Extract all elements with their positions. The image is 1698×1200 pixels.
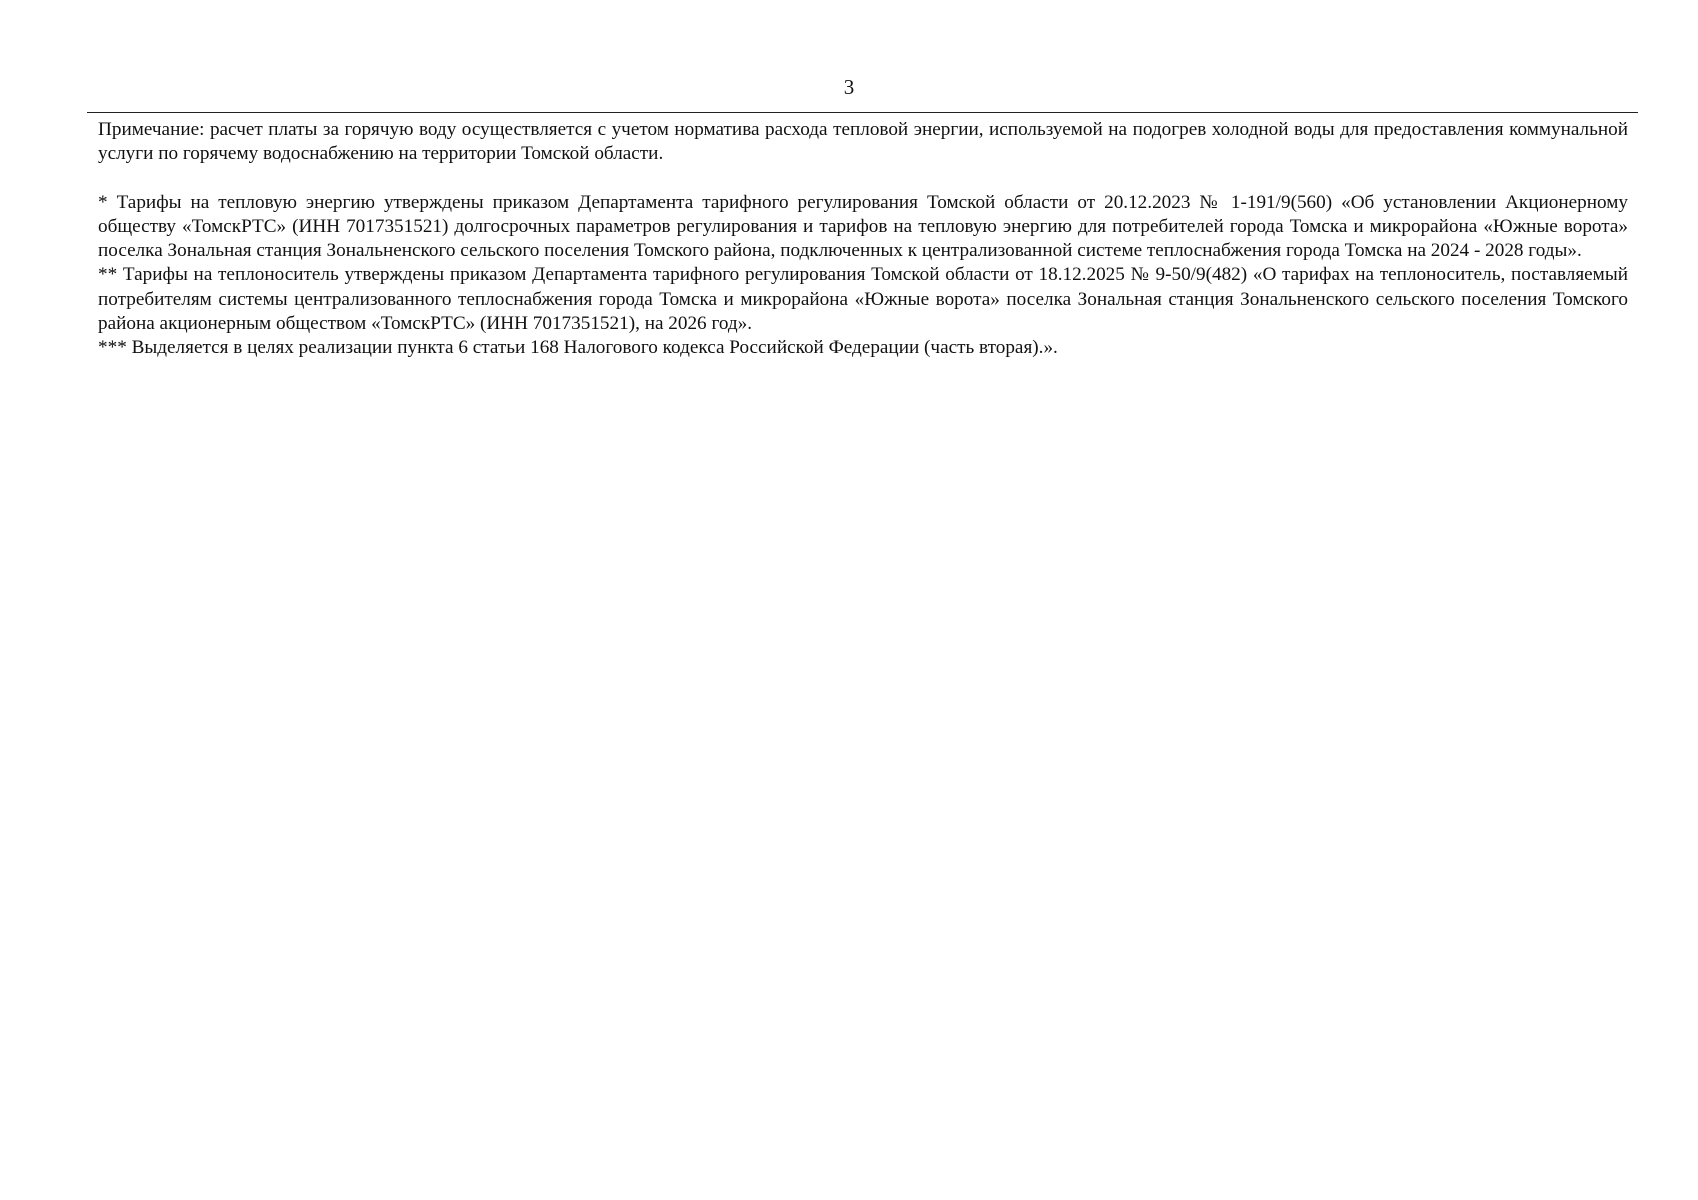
footnote-3: *** Выделяется в целях реализации пункта 6 статьи 168 Налогового кодекса Российской Федерации (часть вторая).». — [98, 337, 1058, 359]
page-number: 3 — [843, 75, 855, 99]
footnote-2: ** Тарифы на теплоноситель утверждены приказом Департамента тарифного регулирования Томской области от 18.12.2025 № 9-50/9(482) «О тарифах на теплоноситель, поставляемый потребителям системы централизованного теплоснабжения города Томска и микрорайона «Южные ворота» поселка Зональная станция Зональненского сельского поселения Томского района акционерным обществом «ТомскРТС» (ИНН 7017351521), на 2026 год». — [98, 264, 1628, 335]
note-paragraph: Примечание: расчет платы за горячую воду осуществляется с учетом норматива расхода тепловой энергии, используемой на подогрев холодной воды для предоставления коммунальной услуги по горячему водоснабжению на территории Томской области. — [98, 119, 1628, 165]
document-body — [98, 118, 1628, 361]
top-rule — [87, 112, 1638, 113]
footnote-1: * Тарифы на тепловую энергию утверждены приказом Департамента тарифного регулирования Томской области от 20.12.2023 № 1-191/9(560) «Об установлении Акционерному обществу «ТомскРТС» (ИНН 7017351521) долгосрочных параметров регулирования и тарифов на тепловую энергию для потребителей города Томска и микрорайона «Южные ворота» поселка Зональная станция Зональненского сельского поселения Томского района, подключенных к централизованной системе теплоснабжения города Томска на 2024 - 2028 годы». — [98, 191, 1628, 262]
